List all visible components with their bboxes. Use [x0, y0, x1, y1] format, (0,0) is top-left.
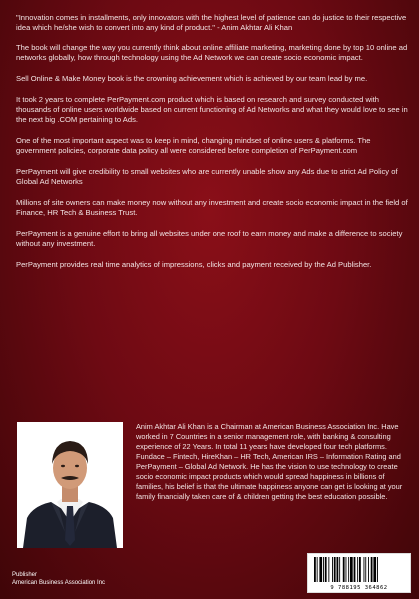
genuine-effort-paragraph: PerPayment is a genuine effort to bring all websites under one roof to earn money and make a difference to society without any investment. — [16, 229, 403, 248]
publisher-name: American Business Association Inc — [12, 579, 106, 586]
publisher-block — [12, 572, 105, 587]
quote-paragraph: "Innovation comes in installments, only innovators with the highest level of patience can do justice to their respective idea which he/she wish to convert into any kind of product." - Anim Akhtar Ali Khan — [16, 13, 407, 32]
mindset-paragraph: One of the most important aspect was to keep in mind, changing mindset of online users & platforms. The government policies, corporate data policy all were considered before completion of PerPayment.com — [16, 136, 371, 155]
analytics-paragraph: PerPayment provides real time analytics of impressions, clicks and payment received by the Ad Publisher. — [16, 260, 372, 269]
author-photo — [17, 422, 123, 548]
barcode-bars — [308, 554, 410, 584]
isbn-barcode — [307, 553, 411, 593]
barcode-number: 9 788195 364862 — [330, 585, 388, 591]
site-owners-paragraph: Millions of site owners can make money now without any investment and create socio economic impact in the field of Finance, HR Tech & Business Trust. — [16, 198, 408, 217]
back-cover-text — [16, 13, 408, 281]
intro-paragraph: The book will change the way you currently think about online affiliate marketing, marketing done by top 10 online ad networks globally, how through technology using the Ad Network we can create socio economic impact. — [16, 43, 408, 62]
achievement-paragraph: Sell Online & Make Money book is the crowning achievement which is achieved by our team lead by me. — [16, 74, 368, 83]
research-paragraph: It took 2 years to complete PerPayment.com product which is based on research and survey conducted with thousands of online users worldwide based on current functioning of Ad Networks and what they would love to see in the next big .COM pertaining to Ads. — [16, 95, 408, 124]
author-bio: Anim Akhtar Ali Khan is a Chairman at American Business Association Inc. Have worked in 7 Countries in a senior management role, with banking & consulting experience of 22 Years. In total 11 years have developed four tech platforms. Fundace – Fintech, HireKhan – HR Tech, American IRS – Information Rating and PerPayment – Global Ad Network. He has the vision to use technology to create socio economic impact products which would spread happiness in billions of families, his belief is that the ultimate happiness anyone can get is looking at your family financially taken care of & children getting the best education possible. — [136, 422, 403, 501]
credibility-paragraph: PerPayment will give credibility to small websites who are currently unable show any Ads due to strict Ad Policy of Global Ad Networks — [16, 167, 398, 186]
publisher-label: Publisher — [12, 572, 38, 578]
